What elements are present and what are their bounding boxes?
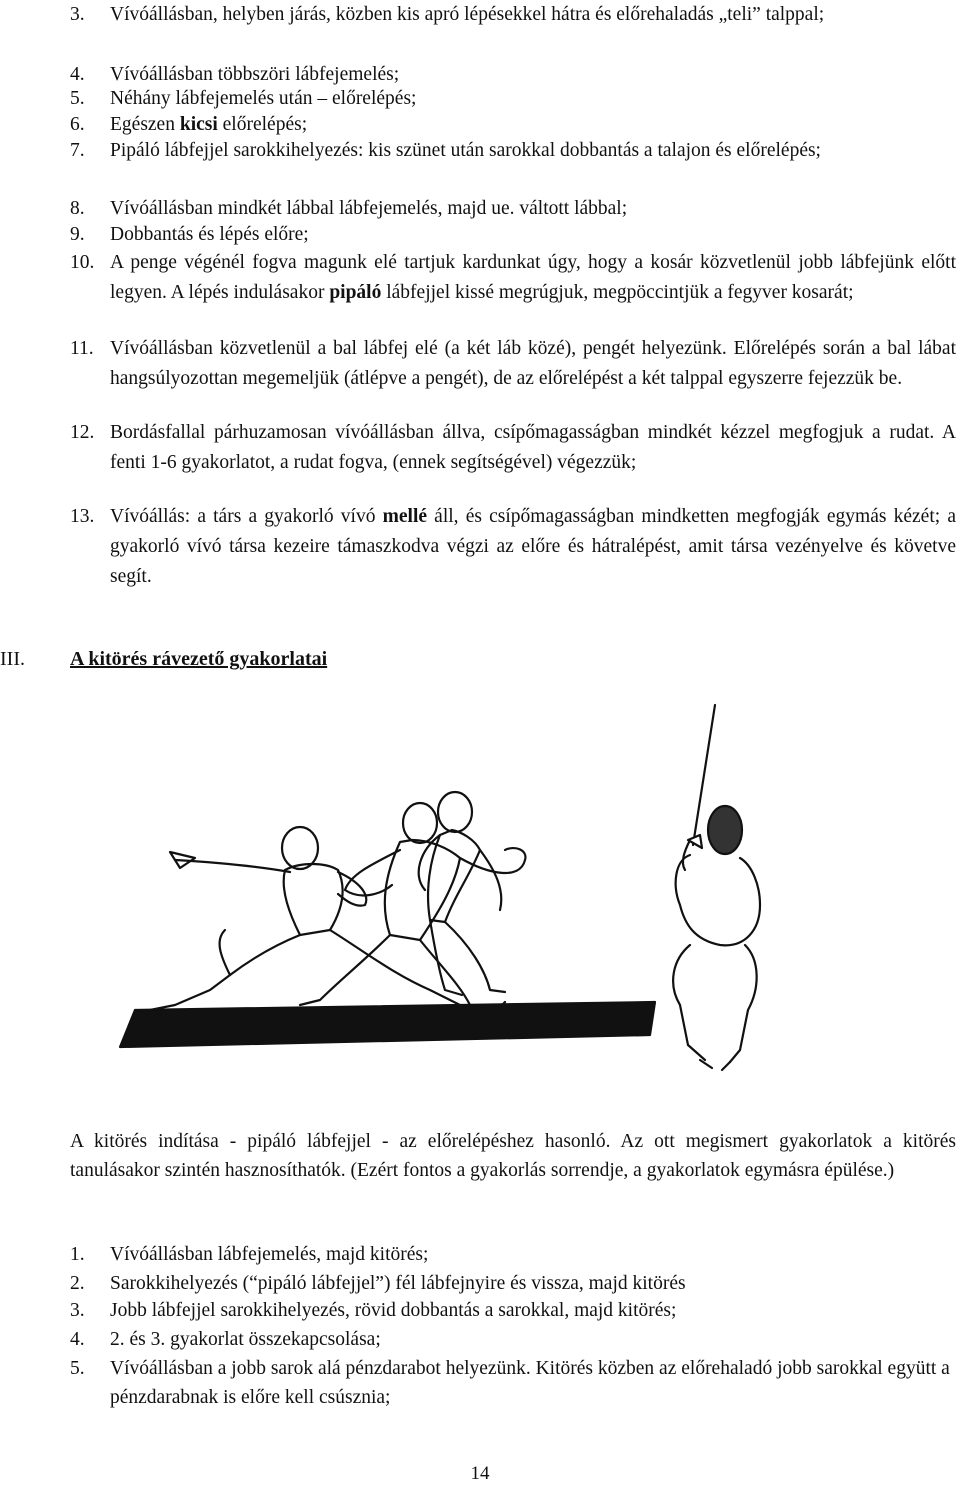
list-number: 13. (70, 506, 95, 527)
list-text: Bordásfallal párhuzamosan vívóállásban állva, csípőmagasságban mindkét kézzel megfogjuk a rudat. A fenti 1-6 gyakorlatot, a rudat fogva, (ennek segítségével) végezzük; (110, 422, 956, 473)
fencer-figure-middle (300, 803, 525, 1008)
list-item (70, 334, 956, 394)
list-text: Sarokkihelyezés (“pipáló lábfejjel”) fél lábfejnyire és vissza, majd kitörés (110, 1273, 686, 1294)
text-run: áll, és csípőmagasságban mindketten megfogják egymás kézét; a gyakorló vívó társa kezeire támaszkodva végzi az előre és hátralépést, amit társa vezényelve és követve segít. (110, 506, 956, 587)
bold-text: pipáló (329, 282, 382, 303)
list-item (70, 136, 956, 166)
page-number: 14 (470, 1463, 490, 1484)
list-item (70, 1296, 956, 1325)
list-number: 10. (70, 252, 95, 273)
list-number: 12. (70, 422, 95, 443)
list-text (70, 248, 956, 308)
list-number: 8. (70, 198, 85, 219)
list-number: 6. (70, 114, 85, 135)
list-number: 5. (70, 88, 85, 109)
list-number: 7. (70, 140, 85, 161)
list-number: 2. (70, 1273, 85, 1294)
list-item (70, 502, 956, 592)
fencer-figure-lunge (150, 827, 505, 1012)
list-number: 5. (70, 1358, 85, 1379)
list-text: Pipáló lábfejjel sarokkihelyezés: kis szünet után sarokkal dobbantás a talajon és előrelépés; (110, 140, 821, 161)
list-text: Vívóállásban közvetlenül a bal lábfej elé (a két láb közé), pengét helyezünk. Előrelépés során a bal lábat hangsúlyozottan megemeljük (átlépve a pengét), de az előrelépést a két talppal egyszerre fejezzük be. (110, 338, 956, 389)
list-number: 1. (70, 1244, 85, 1265)
text-run: előrelépés; (217, 114, 308, 135)
list-number: 9. (70, 224, 85, 245)
list-item (70, 1240, 956, 1269)
bold-text: kicsi (179, 114, 218, 135)
list-text: Néhány lábfejemelés után – előrelépés; (110, 88, 417, 109)
list-number: 4. (70, 1329, 85, 1350)
list-item (70, 248, 956, 308)
list-item (70, 418, 956, 478)
list-item (70, 1354, 956, 1412)
list-item (70, 220, 956, 250)
list-item (70, 1269, 956, 1298)
list-number: 3. (70, 1300, 85, 1321)
fencer-figure-salute (673, 705, 760, 1070)
text-run: lábfejjel kissé megrúgjuk, megpöccintjük a fegyver kosarát; (381, 282, 854, 303)
list-text: 2. és 3. gyakorlat összekapcsolása; (110, 1329, 381, 1350)
body-paragraph: A kitörés indítása - pipáló lábfejjel - az előrelépéshez hasonló. Az ott megismert gyakorlatok a kitörés tanulásakor szintén hasznosíthatók. (Ezért fontos a gyakorlás sorrendje, a gyakorlatok egymásra épülése.) (70, 1131, 956, 1181)
list-number: 11. (70, 338, 94, 359)
bold-text: mellé (382, 506, 428, 527)
section-title: A kitörés rávezető gyakorlatai (70, 648, 328, 670)
list-item (70, 0, 956, 30)
list-number: 4. (70, 64, 85, 85)
list-text: Vívóállásban többszöri lábfejemelés; (110, 64, 400, 85)
list-text: Vívóállásban a jobb sarok alá pénzdarabot helyezünk. Kitörés közben az előrehaladó jobb sarokkal együtt a pénzdarabnak is előre kell csúsznia; (110, 1358, 950, 1408)
section-number: III. (0, 648, 25, 670)
list-text: Vívóállásban lábfejemelés, majd kitörés; (110, 1244, 429, 1265)
floor-mat (120, 1002, 655, 1047)
list-text: Jobb lábfejjel sarokkihelyezés, rövid dobbantás a sarokkal, majd kitörés; (110, 1300, 677, 1321)
list-text: Vívóállásban mindkét lábbal lábfejemelés, majd ue. váltott lábbal; (110, 198, 628, 219)
text-run: Vívóállás: a társ a gyakorló vívó (110, 506, 383, 527)
text-run: Egészen (110, 114, 180, 135)
list-number: 3. (70, 4, 85, 25)
text-run: A penge végénél fogva magunk elé tartjuk kardunkat úgy, hogy a kosár közvetlenül jobb lábfejünk előtt legyen. A lépés indulásakor (110, 252, 956, 303)
list-item (70, 1325, 956, 1354)
fencing-illustration (0, 690, 960, 1110)
fencer-figure-back (419, 792, 505, 995)
list-text: Vívóállásban, helyben járás, közben kis apró lépésekkel hátra és előrehaladás „teli” talppal; (110, 4, 825, 25)
list-text: Dobbantás és lépés előre; (110, 224, 309, 245)
list-text (70, 502, 956, 592)
